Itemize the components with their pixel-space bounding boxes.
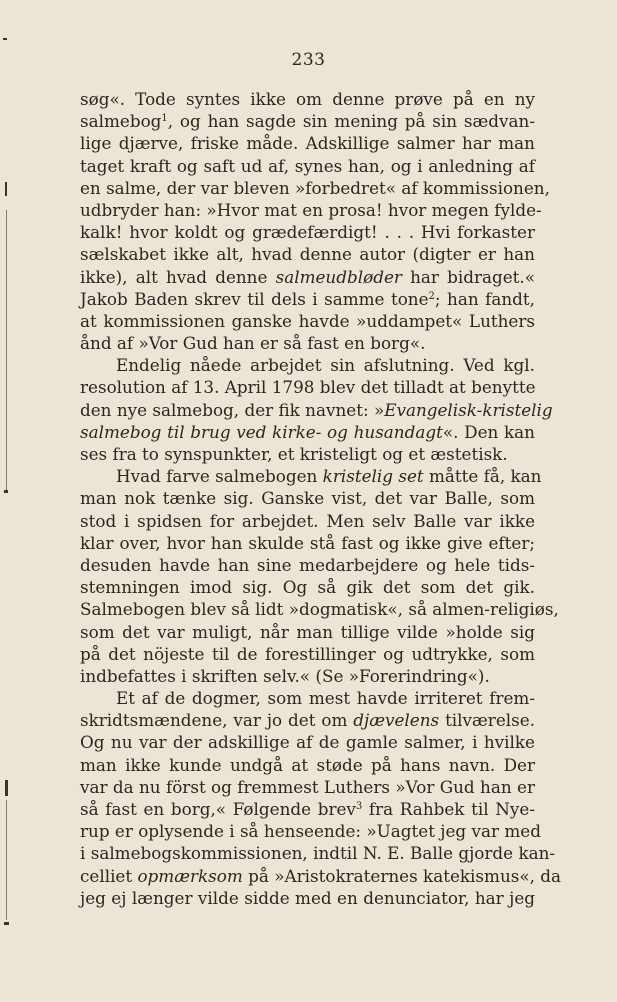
text-segment: taget kraft og saft ud af, synes han, og i anledning af <box>80 155 535 176</box>
text-segment: Et af de dogmer, som mest havde irriteret frem- <box>116 688 535 709</box>
text-line <box>80 88 535 110</box>
text-segment: ånd af »Vor Gud han er så fast en borg«. <box>80 333 426 354</box>
text-line <box>80 243 535 265</box>
text-line <box>80 798 535 820</box>
text-segment: Endelig nåede arbejdet sin afslutning. Ved kgl. <box>116 355 535 376</box>
text-line <box>80 132 535 154</box>
italic-text: salmeudbløder <box>275 266 402 287</box>
text-segment: at kommissionen ganske havde »uddampet« Luthers <box>80 310 535 331</box>
text-segment: på det nöjeste til de forestillinger og udtrykke, som <box>80 643 535 664</box>
text-line <box>80 887 535 909</box>
text-line <box>80 465 542 487</box>
text-segment: «. Den kan <box>442 421 535 442</box>
italic-text: Evangelisk-kristelig <box>384 399 553 420</box>
text-segment: man nok tænke sig. Ganske vist, det var Balle, som <box>80 488 535 509</box>
text-line <box>80 177 550 199</box>
text-segment: var da nu först og fremmest Luthers »Vor Gud han er <box>80 776 535 797</box>
text-segment: som det var muligt, når man tillige vilde »holde sig <box>80 621 535 642</box>
text-segment: ; han fandt, <box>434 288 535 309</box>
text-line <box>80 598 559 620</box>
text-line <box>80 532 535 554</box>
footnote-ref: 3 <box>355 801 363 812</box>
text-line <box>80 288 535 310</box>
italic-text: opmærksom <box>137 865 243 886</box>
text-segment: Hvad farve salmebogen <box>116 466 323 487</box>
text-line <box>80 221 535 243</box>
text-segment: lige djærve, friske måde. Adskillige salmer har man <box>80 133 535 154</box>
text-line <box>80 709 535 731</box>
footnote-ref: 2 <box>428 290 435 302</box>
text-segment: resolution af 13. April 1798 blev det tilladt at benytte <box>80 377 536 398</box>
binding-edge <box>0 0 14 1002</box>
text-line <box>80 510 535 532</box>
text-line <box>80 731 535 753</box>
text-segment: Salmebogen blev så lidt »dogmatisk«, så almen-religiøs, <box>80 599 559 620</box>
text-segment: , og han sagde sin mening på sin sædvan- <box>167 111 535 132</box>
text-line <box>80 842 556 864</box>
text-line <box>80 110 535 132</box>
italic-text: djævelens <box>353 710 440 731</box>
text-line <box>80 399 553 421</box>
text-segment: i salmebogskommissionen, indtil N. E. Balle gjorde kan- <box>80 843 556 864</box>
text-segment: fra Rahbek til Nye- <box>362 799 535 819</box>
text-line <box>80 621 535 643</box>
text-segment: indbefattes i skriften selv.« (Se »Forerindring«). <box>80 665 490 686</box>
text-segment: søg«. Tode syntes ikke om denne prøve på en ny <box>80 89 535 109</box>
text-segment: har bidraget.« <box>401 266 535 287</box>
text-line <box>80 310 535 332</box>
text-line <box>80 576 535 598</box>
text-segment: klar over, hvor han skulde stå fast og ikke give efter; <box>80 532 535 553</box>
text-line <box>80 487 535 509</box>
text-segment: så fast en borg,« Følgende brev <box>80 799 356 819</box>
text-segment: desuden havde han sine medarbejdere og hele tids- <box>80 554 535 575</box>
text-segment: skridtsmændene, var jo det om <box>80 710 354 731</box>
text-segment: tilværelse. <box>439 710 535 731</box>
page-number: 233 <box>291 50 326 70</box>
text-line <box>80 155 535 177</box>
text-segment: man ikke kunde undgå at støde på hans navn. Der <box>80 754 535 775</box>
text-segment: sælskabet ikke alt, hvad denne autor (digter er han <box>80 244 535 265</box>
text-line <box>80 421 535 443</box>
text-line <box>80 754 535 776</box>
italic-text: kristelig set <box>322 466 424 487</box>
text-line <box>80 354 535 376</box>
text-segment: måtte få, kan <box>423 466 542 487</box>
text-line <box>80 199 542 221</box>
text-segment: Jakob Baden skrev til dels i samme tone <box>80 288 429 309</box>
text-segment: stod i spidsen for arbejdet. Men selv Balle var ikke <box>80 510 535 531</box>
text-segment: en salme, der var bleven »forbedret« af kommissionen, <box>80 177 550 198</box>
text-segment: Og nu var der adskillige af de gamle salmer, i hvilke <box>80 732 535 753</box>
text-line <box>80 376 535 398</box>
text-segment: ikke), alt hvad denne <box>80 266 276 287</box>
text-segment: udbryder han: »Hvor mat en prosa! hvor megen fylde- <box>80 199 542 220</box>
text-line <box>80 665 535 687</box>
text-segment: salmebog <box>80 111 162 132</box>
text-line <box>80 865 562 887</box>
text-segment: stemningen imod sig. Og så gik det som det gik. <box>80 577 535 598</box>
footnote-ref: 1 <box>161 113 168 125</box>
text-segment: ses fra to synspunkter, et kristeligt og et æstetisk. <box>80 444 508 464</box>
text-line <box>80 643 535 665</box>
text-line <box>80 820 541 842</box>
text-segment: jeg ej længer vilde sidde med en denunciator, har jeg <box>80 887 535 908</box>
text-segment: kalk! hvor koldt og grædefærdigt! . . . Hvi forkaster <box>80 222 535 243</box>
italic-text: salmebog til brug ved kirke- og husandagt <box>80 421 443 442</box>
text-line <box>80 554 535 576</box>
text-segment: rup er oplysende i så henseende: »Uagtet jeg var med <box>80 821 541 842</box>
text-line <box>80 776 535 798</box>
text-segment: den nye salmebog, der fik navnet: » <box>80 399 385 420</box>
text-line <box>80 266 535 288</box>
text-line <box>80 687 535 709</box>
text-line <box>80 443 535 465</box>
text-segment: celliet <box>80 865 138 886</box>
text-segment: på »Aristokraternes katekismus«, da <box>242 865 562 886</box>
text-line <box>80 332 535 354</box>
body-text <box>80 88 562 909</box>
